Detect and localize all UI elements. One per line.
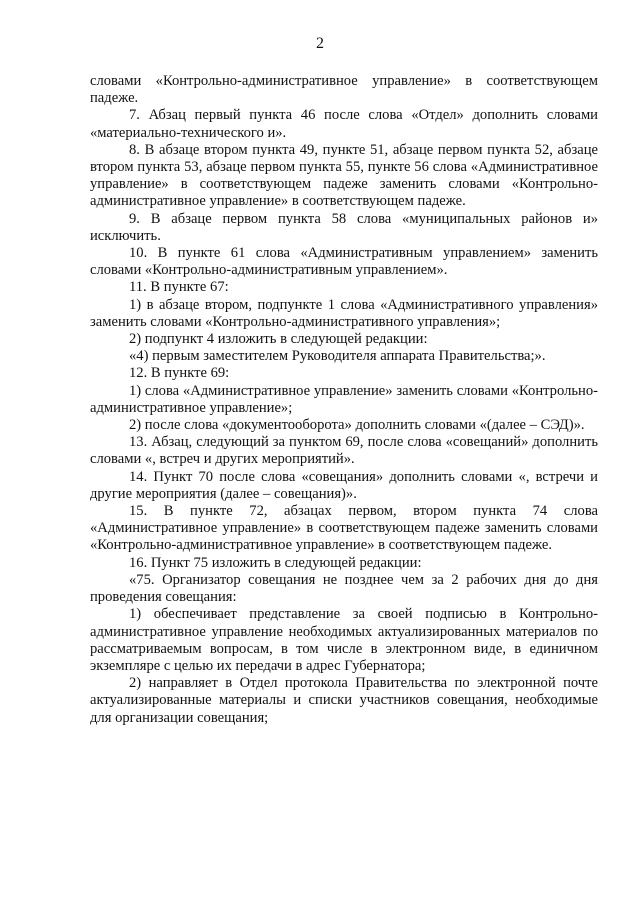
paragraph: 14. Пункт 70 после слова «совещания» дополнить словами «, встречи и другие мероприятия (далее – совещания)». bbox=[90, 468, 598, 502]
paragraph: 11. В пункте 67: bbox=[129, 279, 229, 296]
paragraph: 2) после слова «документооборота» дополнить словами «(далее – СЭД)». bbox=[129, 417, 585, 434]
paragraph: 1) слова «Административное управление» заменить словами «Контрольно-административное управление»; bbox=[90, 382, 598, 416]
page-number: 2 bbox=[316, 35, 324, 52]
paragraph: 2) подпункт 4 изложить в следующей редакции: bbox=[129, 331, 428, 348]
paragraph: 1) обеспечивает представление за своей подписью в Контрольно-административное управление необходимых актуализированных материалов по рассматриваемым вопросам, в том числе в электронном виде, в единичном экземпляре с целью их передачи в адрес Губернатора; bbox=[90, 606, 598, 674]
paragraph: 13. Абзац, следующий за пунктом 69, после слова «совещаний» дополнить словами «, встреч и других мероприятий». bbox=[90, 434, 598, 468]
paragraph: 10. В пункте 61 слова «Административным управлением» заменить словами «Контрольно-административным управлением». bbox=[90, 245, 598, 279]
paragraph: 15. В пункте 72, абзацах первом, втором пункта 74 слова «Административное управление» в соответствующем падеже заменить словами «Контрольно-административное управление» в соответствующем падеже. bbox=[90, 503, 598, 554]
document-body bbox=[90, 73, 598, 727]
paragraph: 2) направляет в Отдел протокола Правительства по электронной почте актуализированные материалы и списки участников совещания, необходимые для организации совещания; bbox=[90, 675, 598, 726]
paragraph: 7. Абзац первый пункта 46 после слова «Отдел» дополнить словами «материально-технического и». bbox=[90, 107, 598, 141]
paragraph: 1) в абзаце втором, подпункте 1 слова «Административного управления» заменить словами «Контрольно-административного управления»; bbox=[90, 296, 598, 330]
paragraph: «75. Организатор совещания не позднее чем за 2 рабочих дня до дня проведения совещания: bbox=[90, 571, 598, 606]
paragraph: 8. В абзаце втором пункта 49, пункте 51, абзаце первом пункта 52, абзаце втором пункта 53, абзаце первом пункта 55, пункте 56 слова «Административное управление» в соответствующем падеже заменить словами «Контрольно-административное управление» в соответствующем падеже. bbox=[90, 141, 598, 210]
paragraph: 9. В абзаце первом пункта 58 слова «муниципальных районов и» исключить. bbox=[90, 210, 598, 244]
paragraph: «4) первым заместителем Руководителя аппарата Правительства;». bbox=[129, 348, 546, 365]
paragraph: словами «Контрольно-административное управление» в соответствующем падеже. bbox=[90, 73, 598, 107]
paragraph: 16. Пункт 75 изложить в следующей редакции: bbox=[129, 554, 422, 571]
paragraph: 12. В пункте 69: bbox=[129, 365, 230, 382]
